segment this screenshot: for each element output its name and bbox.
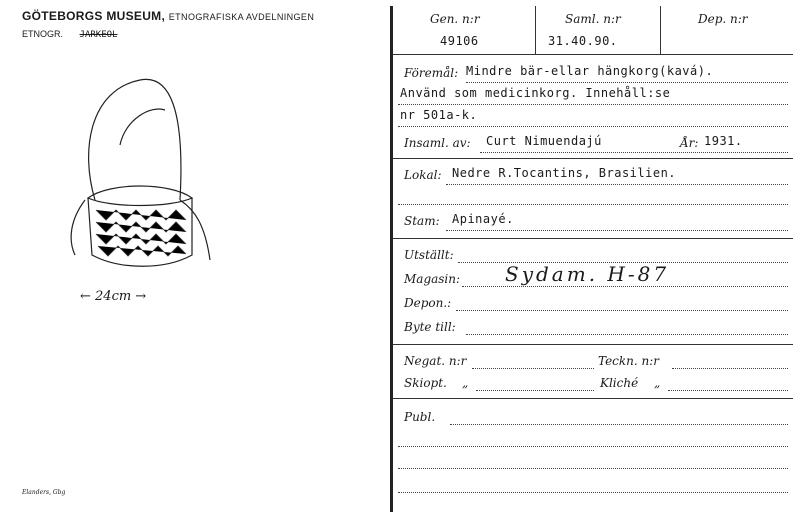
number-row-rule (393, 54, 793, 55)
basket-side (88, 198, 192, 266)
magasin-label: Magasin: (404, 272, 461, 286)
basket-rim (88, 186, 192, 206)
year-value: 1931. (704, 134, 743, 148)
section-rule (393, 238, 793, 239)
etnogr-label: ETNOGR. (22, 29, 64, 39)
insaml-label: Insaml. av: (404, 136, 471, 150)
foremal-line3: nr 501a-k. (400, 108, 478, 122)
department-name: ETNOGRAFISKA AVDELNINGEN (168, 12, 315, 22)
section-rule (393, 344, 793, 345)
form-left-border (390, 6, 393, 512)
museum-name: GÖTEBORGS MUSEUM, (22, 9, 166, 23)
section-rule (393, 158, 793, 159)
printer-label: Elanders, Gbg (22, 489, 66, 496)
tie-line (71, 200, 85, 255)
saml-value: 31.40.90. (548, 34, 618, 48)
basket-drawing (60, 50, 260, 280)
skiopt-mark: „ (462, 376, 469, 390)
etnogr-stamp: JARKEOL (79, 30, 118, 40)
lokal-value: Nedre R.Tocantins, Brasilien. (452, 166, 677, 180)
strap-line-inner (120, 109, 165, 145)
stam-value: Apinayé. (452, 212, 514, 226)
dep-label: Dep. n:r (698, 12, 748, 26)
gen-value: 49106 (440, 34, 479, 48)
strap-line (89, 79, 181, 200)
foremal-line1: Mindre bär-ellar hängkorg(kavá). (466, 64, 714, 78)
byte-label: Byte till: (404, 320, 456, 334)
section-rule (393, 398, 793, 399)
utstallt-label: Utställt: (404, 248, 454, 262)
saml-label: Saml. n:r (565, 12, 621, 26)
publ-label: Publ. (404, 410, 436, 424)
number-divider (660, 6, 661, 54)
number-divider (535, 6, 536, 54)
etnogr-line (22, 29, 117, 40)
scale-label: ← 24cm → (80, 289, 147, 304)
foremal-line2: Använd som medicinkorg. Innehåll:se (400, 86, 671, 100)
museum-header (22, 9, 314, 23)
magasin-value: Sydam. H-87 (505, 262, 670, 286)
year-label: År: (680, 136, 699, 150)
skiopt-label: Skiopt. (404, 376, 447, 390)
gen-label: Gen. n:r (430, 12, 480, 26)
weave-pattern (96, 210, 186, 256)
depon-label: Depon.: (404, 296, 452, 310)
teckn-label: Teckn. n:r (598, 354, 660, 368)
negat-label: Negat. n:r (404, 354, 467, 368)
kliche-mark: „ (654, 376, 661, 390)
stam-label: Stam: (404, 214, 440, 228)
lokal-label: Lokal: (404, 168, 442, 182)
insaml-value: Curt Nimuendajú (486, 134, 602, 148)
foremal-label: Föremål: (404, 66, 459, 80)
kliche-label: Kliché (600, 376, 639, 390)
